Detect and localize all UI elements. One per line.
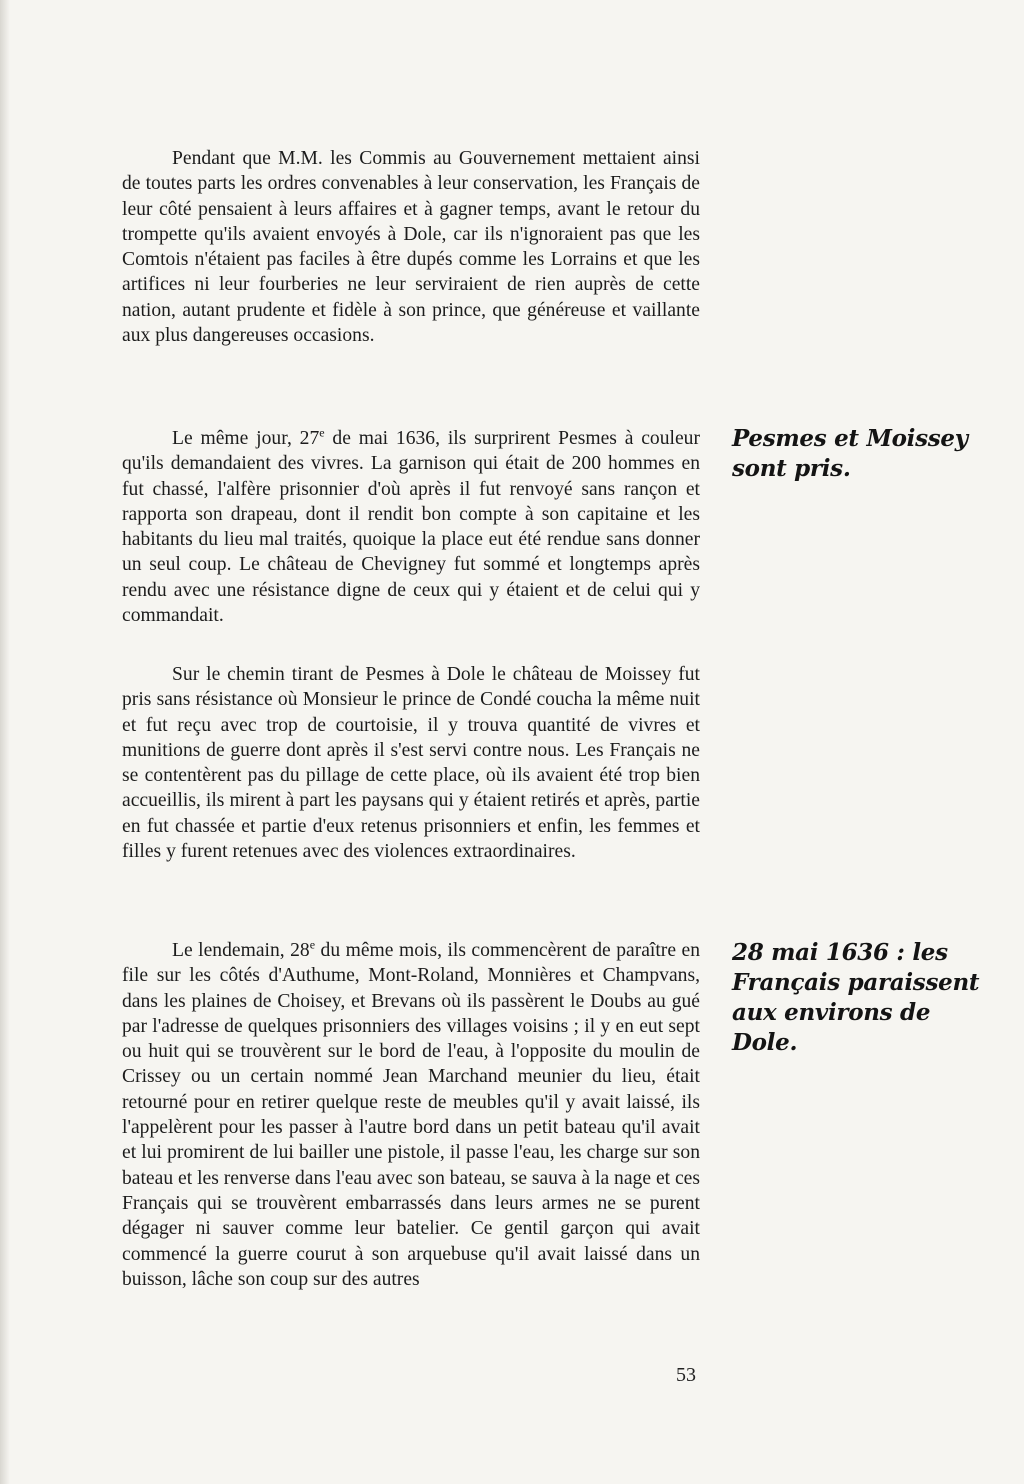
paragraph-2-rest: de mai 1636, ils surprirent Pesmes à couleur qu'ils demandaient des vivres. La garnison qui était de 200 hommes en fut chassé, l'alfère prisonnier d'où après il fut renvoyé sans rançon et rapporta son drapeau, dont il rendit bon compte à son capitaine et les habitants du lieu mal traités, quoique la place eut été rendue sans donner un seul coup. Le château de Chevigney fut sommé et longtemps après rendu avec une résistance digne de ceux qui y étaient et de celui qui y commandait.	[122, 428, 700, 627]
paragraph-2	[122, 426, 700, 628]
ordinal-superscript: e	[319, 425, 325, 440]
paragraph-4-rest: du même mois, ils commencèrent de paraître en file sur les côtés d'Authume, Mont-Roland, Monnières et Champvans, dans les plaines de Choisey, et Brevans où ils passèrent le Doubs au gué par l'adresse de quelques prisonniers des villages voisins ; il y en eut sept ou huit qui se trouvèrent sur le bord de l'eau, à l'opposite du moulin de Crissey ou un certain nommé Jean Marchand meunier du lieu, était retourné pour en retirer quelque reste de meubles qu'il y avait laissé, ils l'appelèrent pour les passer à l'autre bord dans un petit bateau qu'il avait et lui promirent de lui bailler une pistole, il passe l'eau, les charge sur son bateau et les renverse dans l'eau avec son bateau, se sauva à la nage et ces Français qui se trouvèrent embarrassés dans leurs armes ne se purent dégager ni sauver comme leur batelier. Ce gentil garçon qui avait commencé la guerre courut à son arquebuse qu'il avait laissé dans un buisson, lâche son coup sur des autres	[122, 940, 700, 1290]
ordinal-superscript: e	[309, 937, 316, 952]
paragraph-1: Pendant que M.M. les Commis au Gouvernement mettaient ainsi de toutes parts les ordres convenables à leur conservation, les Français de leur côté pensaient à leurs affaires et à gagner temps, avant le retour du trompette qu'ils avaient envoyés à Dole, car ils n'ignoraient pas que les Comtois n'étaient pas faciles à être dupés comme les Lorrains et que les artifices ni leur fourberies ne leur serviraient de rien auprès de cette nation, autant prudente et fidèle à son prince, que généreuse et vaillante aux plus dangereuses occasions.	[122, 148, 700, 347]
margin-note-pesmes: Pesmes et Moissey sont pris.	[732, 425, 968, 482]
page-number: 53	[676, 1364, 696, 1386]
paragraph-2-start: Le même jour, 27	[172, 428, 320, 449]
page-binding-edge	[0, 0, 10, 1484]
paragraph-4	[122, 938, 700, 1292]
paragraph-4-start: Le lendemain, 28	[172, 940, 310, 961]
paragraph-3: Sur le chemin tirant de Pesmes à Dole le château de Moissey fut pris sans résistance où Monsieur le prince de Condé coucha la même nuit et fut reçu avec trop de courtoisie, il y trouva quantité de vivres et munitions de guerre dont après il s'est servi contre nous. Les Français ne se contentèrent pas du pillage de cette place, où ils avaient été trop bien accueillis, ils mirent à part les paysans qui y étaient retirés et après, partie en fut chassée et partie d'eux retenus prisonniers et enfin, les femmes et filles y furent retenues avec des violences extraordinaires.	[122, 664, 700, 863]
margin-note-28-mai: 28 mai 1636 : les Français paraissent aux environs de Dole.	[732, 939, 980, 1056]
